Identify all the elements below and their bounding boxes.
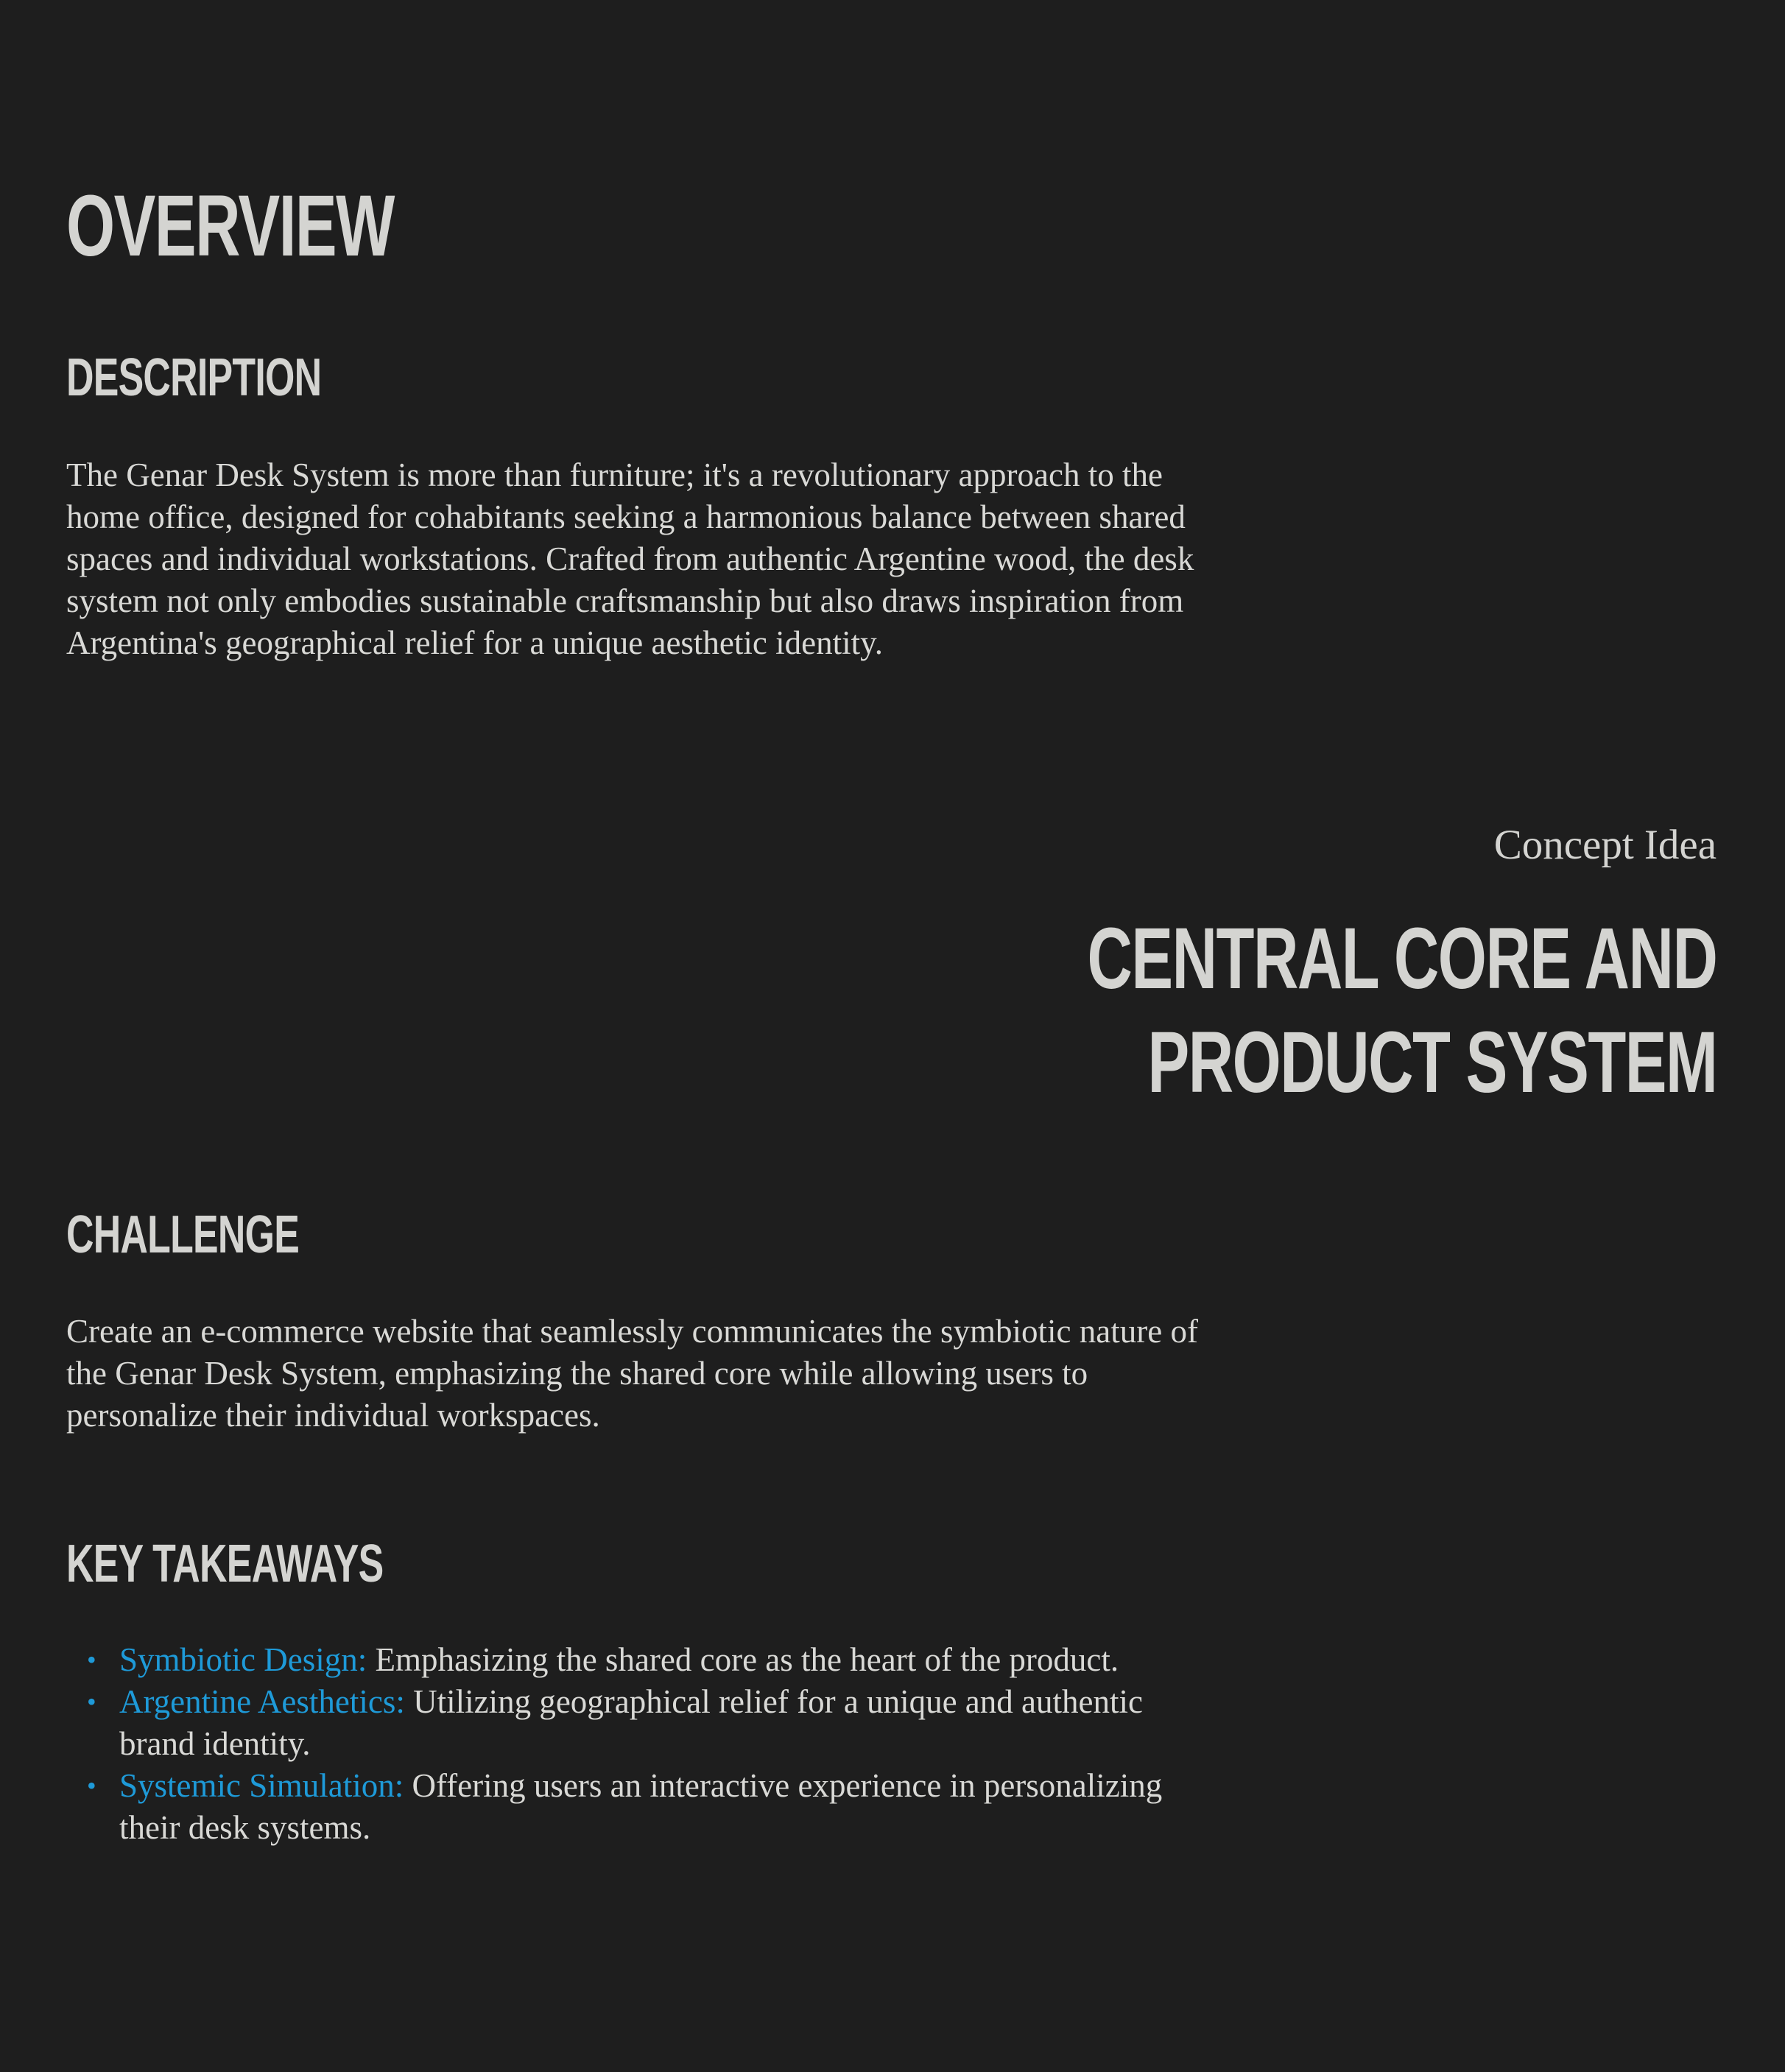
bullet-icon: • xyxy=(87,1771,96,1800)
takeaway-item-argentine-aesthetics xyxy=(66,1681,1215,1765)
bullet-icon: • xyxy=(87,1645,96,1674)
key-takeaways-list xyxy=(66,1639,1215,1849)
takeaway-text: Offering users an interactive experience in personalizing their desk systems. xyxy=(119,1767,1163,1846)
takeaway-term: Systemic Simulation: xyxy=(119,1767,404,1804)
takeaway-item-systemic-simulation xyxy=(66,1765,1215,1849)
takeaway-text: Utilizing geographical relief for a unique and authentic brand identity. xyxy=(119,1683,1143,1762)
takeaway-item-symbiotic-design xyxy=(66,1639,1215,1681)
key-takeaways-heading: KEY TAKEAWAYS xyxy=(66,1534,384,1593)
concept-title-line-1: CENTRAL CORE AND xyxy=(1087,910,1717,1007)
takeaway-text: Emphasizing the shared core as the heart of the product. xyxy=(367,1641,1119,1678)
bullet-icon: • xyxy=(87,1687,96,1716)
description-heading: DESCRIPTION xyxy=(66,348,322,407)
challenge-text: Create an e-commerce website that seamlessly communicates the symbiotic nature of the Genar Desk System, emphasizing the shared core while allowing users to personalize their individual workspaces. xyxy=(66,1313,1198,1434)
challenge-heading: CHALLENGE xyxy=(66,1205,300,1264)
takeaway-term: Symbiotic Design: xyxy=(119,1641,367,1678)
overview-title: OVERVIEW xyxy=(66,177,394,275)
concept-title xyxy=(1087,907,1717,1115)
description-text: The Genar Desk System is more than furniture; it's a revolutionary approach to the home office, designed for cohabitants seeking a harmonious balance between shared spaces and individual workstations. Crafted from authentic Argentine wood, the desk system not only embodies sustainable craftsmanship but also draws inspiration from Argentina's geographical relief for a unique aesthetic identity. xyxy=(66,457,1194,661)
concept-label: Concept Idea xyxy=(1493,822,1717,868)
takeaway-term: Argentine Aesthetics: xyxy=(119,1683,405,1720)
concept-title-line-2: PRODUCT SYSTEM xyxy=(1147,1014,1717,1111)
